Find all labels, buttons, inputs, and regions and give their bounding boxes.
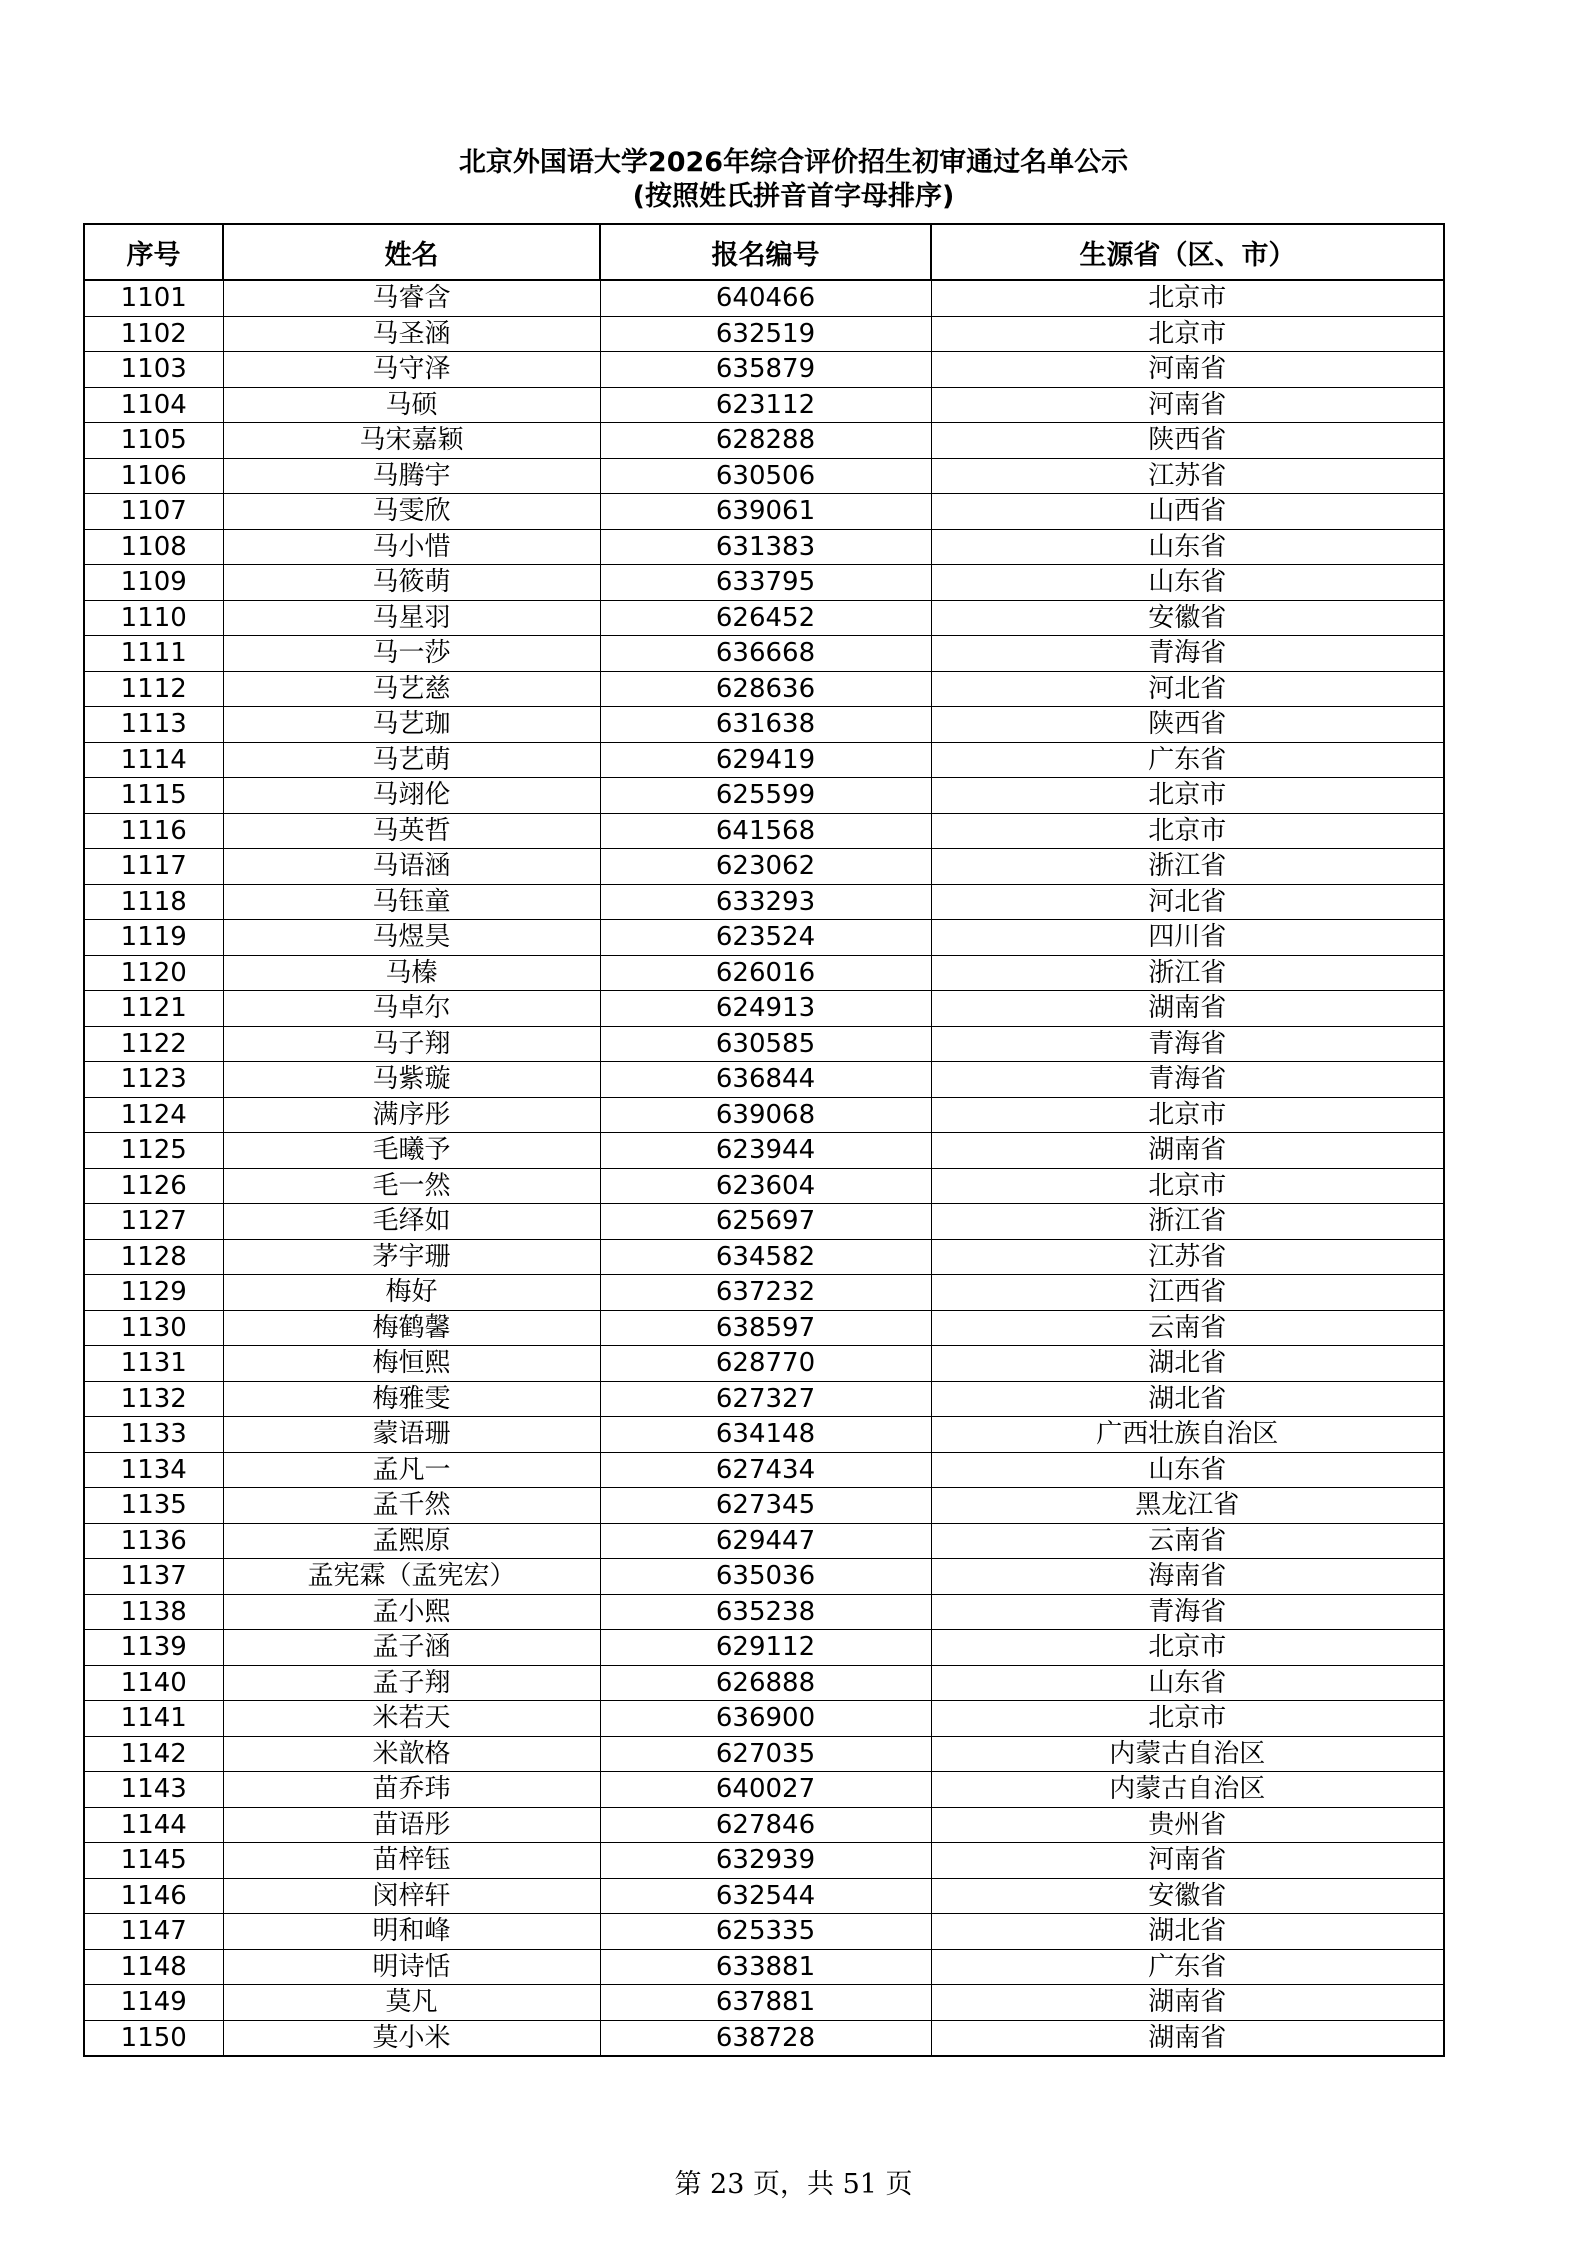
cell-reg-no: 627846 [600,1807,931,1843]
cell-province: 北京市 [931,280,1444,316]
cell-reg-no: 635879 [600,352,931,388]
cell-name: 孟凡一 [223,1452,600,1488]
cell-name: 马子翔 [223,1026,600,1062]
cell-reg-no: 627345 [600,1488,931,1524]
cell-name: 毛一然 [223,1168,600,1204]
cell-seq: 1130 [84,1310,223,1346]
cell-reg-no: 626016 [600,955,931,991]
cell-reg-no: 625599 [600,778,931,814]
cell-reg-no: 626888 [600,1665,931,1701]
cell-province: 陕西省 [931,707,1444,743]
cell-name: 马小惜 [223,529,600,565]
cell-seq: 1119 [84,920,223,956]
table-row [84,1488,1444,1524]
table-row [84,1417,1444,1453]
cell-reg-no: 628636 [600,671,931,707]
table-row [84,636,1444,672]
table-row [84,1026,1444,1062]
table-row [84,494,1444,530]
page-footer: 第 23 页，共 51 页 [674,2169,913,2200]
table-row [84,707,1444,743]
table-row [84,920,1444,956]
header-province: 生源省（区、市） [931,224,1444,280]
cell-seq: 1114 [84,742,223,778]
cell-province: 云南省 [931,1310,1444,1346]
table-row [84,884,1444,920]
cell-seq: 1116 [84,813,223,849]
cell-reg-no: 640466 [600,280,931,316]
cell-seq: 1137 [84,1559,223,1595]
cell-province: 广东省 [931,1949,1444,1985]
table-body [84,280,1444,2056]
cell-seq: 1117 [84,849,223,885]
cell-reg-no: 627327 [600,1381,931,1417]
cell-province: 湖北省 [931,1914,1444,1950]
table-row [84,1452,1444,1488]
table-row [84,1843,1444,1879]
cell-province: 陕西省 [931,423,1444,459]
cell-name: 梅好 [223,1275,600,1311]
cell-reg-no: 628770 [600,1346,931,1382]
cell-province: 北京市 [931,1168,1444,1204]
cell-province: 贵州省 [931,1807,1444,1843]
cell-name: 马宋嘉颖 [223,423,600,459]
cell-reg-no: 624913 [600,991,931,1027]
cell-name: 孟千然 [223,1488,600,1524]
cell-reg-no: 636900 [600,1701,931,1737]
cell-seq: 1133 [84,1417,223,1453]
cell-seq: 1142 [84,1736,223,1772]
cell-name: 马星羽 [223,600,600,636]
cell-seq: 1149 [84,1985,223,2021]
table-row [84,2020,1444,2056]
cell-province: 北京市 [931,778,1444,814]
cell-seq: 1141 [84,1701,223,1737]
cell-seq: 1108 [84,529,223,565]
table-row [84,316,1444,352]
cell-name: 孟小熙 [223,1594,600,1630]
cell-reg-no: 629419 [600,742,931,778]
cell-reg-no: 629112 [600,1630,931,1666]
header-seq: 序号 [84,224,223,280]
cell-name: 马圣涵 [223,316,600,352]
table-row [84,1985,1444,2021]
cell-name: 孟熙原 [223,1523,600,1559]
cell-reg-no: 634582 [600,1239,931,1275]
cell-seq: 1118 [84,884,223,920]
cell-seq: 1125 [84,1133,223,1169]
cell-reg-no: 625697 [600,1204,931,1240]
table-row [84,1062,1444,1098]
table-row [84,1878,1444,1914]
cell-seq: 1106 [84,458,223,494]
cell-reg-no: 634148 [600,1417,931,1453]
cell-seq: 1148 [84,1949,223,1985]
cell-reg-no: 640027 [600,1772,931,1808]
cell-seq: 1120 [84,955,223,991]
cell-seq: 1136 [84,1523,223,1559]
table-row [84,1381,1444,1417]
cell-name: 马煜昊 [223,920,600,956]
cell-seq: 1105 [84,423,223,459]
cell-seq: 1122 [84,1026,223,1062]
table-row [84,1594,1444,1630]
cell-seq: 1128 [84,1239,223,1275]
cell-reg-no: 626452 [600,600,931,636]
cell-seq: 1129 [84,1275,223,1311]
cell-reg-no: 632544 [600,1878,931,1914]
cell-seq: 1145 [84,1843,223,1879]
cell-name: 孟宪霖（孟宪宏） [223,1559,600,1595]
cell-name: 马腾宇 [223,458,600,494]
cell-reg-no: 623604 [600,1168,931,1204]
cell-reg-no: 633881 [600,1949,931,1985]
cell-province: 北京市 [931,1701,1444,1737]
cell-seq: 1103 [84,352,223,388]
cell-seq: 1112 [84,671,223,707]
cell-seq: 1104 [84,387,223,423]
table-row [84,742,1444,778]
cell-province: 山东省 [931,1452,1444,1488]
table-row [84,955,1444,991]
cell-seq: 1139 [84,1630,223,1666]
cell-seq: 1132 [84,1381,223,1417]
table-row [84,849,1444,885]
cell-name: 马艺珈 [223,707,600,743]
table-header-row [84,224,1444,280]
table-row [84,1133,1444,1169]
cell-province: 湖北省 [931,1381,1444,1417]
cell-reg-no: 638728 [600,2020,931,2056]
cell-seq: 1150 [84,2020,223,2056]
cell-province: 内蒙古自治区 [931,1736,1444,1772]
cell-province: 北京市 [931,316,1444,352]
cell-name: 马睿含 [223,280,600,316]
table-row [84,1239,1444,1275]
cell-name: 米若天 [223,1701,600,1737]
table-row [84,813,1444,849]
cell-province: 浙江省 [931,849,1444,885]
cell-reg-no: 636844 [600,1062,931,1098]
cell-province: 广西壮族自治区 [931,1417,1444,1453]
cell-name: 明和峰 [223,1914,600,1950]
cell-reg-no: 633795 [600,565,931,601]
table-row [84,458,1444,494]
document-title [0,146,1587,214]
cell-province: 山东省 [931,529,1444,565]
cell-reg-no: 630585 [600,1026,931,1062]
cell-seq: 1101 [84,280,223,316]
cell-reg-no: 641568 [600,813,931,849]
cell-seq: 1123 [84,1062,223,1098]
cell-name: 米歆格 [223,1736,600,1772]
table-row [84,1275,1444,1311]
cell-seq: 1140 [84,1665,223,1701]
cell-name: 马艺慈 [223,671,600,707]
cell-reg-no: 623062 [600,849,931,885]
cell-reg-no: 623112 [600,387,931,423]
cell-province: 河北省 [931,884,1444,920]
cell-seq: 1126 [84,1168,223,1204]
table-row [84,565,1444,601]
cell-name: 茅宇珊 [223,1239,600,1275]
cell-reg-no: 636668 [600,636,931,672]
cell-seq: 1144 [84,1807,223,1843]
cell-reg-no: 631638 [600,707,931,743]
cell-name: 马榛 [223,955,600,991]
cell-province: 广东省 [931,742,1444,778]
cell-name: 马卓尔 [223,991,600,1027]
cell-reg-no: 623524 [600,920,931,956]
cell-province: 河南省 [931,1843,1444,1879]
table-row [84,1523,1444,1559]
cell-reg-no: 637881 [600,1985,931,2021]
table-row [84,778,1444,814]
table-row [84,1310,1444,1346]
cell-province: 湖南省 [931,1985,1444,2021]
cell-reg-no: 639068 [600,1097,931,1133]
cell-seq: 1102 [84,316,223,352]
cell-province: 青海省 [931,1062,1444,1098]
table-row [84,1346,1444,1382]
cell-province: 浙江省 [931,955,1444,991]
cell-name: 马一莎 [223,636,600,672]
table-row [84,280,1444,316]
cell-seq: 1131 [84,1346,223,1382]
cell-province: 青海省 [931,1026,1444,1062]
cell-name: 梅恒熙 [223,1346,600,1382]
table-row [84,1665,1444,1701]
table-row [84,1630,1444,1666]
cell-province: 山西省 [931,494,1444,530]
cell-province: 山东省 [931,1665,1444,1701]
cell-seq: 1109 [84,565,223,601]
cell-name: 毛绎如 [223,1204,600,1240]
cell-province: 浙江省 [931,1204,1444,1240]
cell-name: 苗梓钰 [223,1843,600,1879]
table-row [84,1949,1444,1985]
cell-reg-no: 639061 [600,494,931,530]
header-name: 姓名 [223,224,600,280]
cell-province: 北京市 [931,1097,1444,1133]
cell-name: 孟子翔 [223,1665,600,1701]
cell-seq: 1121 [84,991,223,1027]
cell-name: 马钰童 [223,884,600,920]
cell-province: 江西省 [931,1275,1444,1311]
admission-roster-table [83,223,1445,2057]
cell-reg-no: 635036 [600,1559,931,1595]
cell-name: 马硕 [223,387,600,423]
cell-name: 梅鹤馨 [223,1310,600,1346]
cell-province: 湖南省 [931,1133,1444,1169]
cell-province: 河南省 [931,387,1444,423]
cell-reg-no: 625335 [600,1914,931,1950]
title-line-2: (按照姓氏拼音首字母排序) [632,181,955,212]
cell-province: 安徽省 [931,600,1444,636]
table-row [84,423,1444,459]
cell-name: 马守泽 [223,352,600,388]
cell-province: 安徽省 [931,1878,1444,1914]
table-row [84,1559,1444,1595]
cell-name: 马紫璇 [223,1062,600,1098]
header-reg-no: 报名编号 [600,224,931,280]
table-row [84,529,1444,565]
cell-province: 北京市 [931,1630,1444,1666]
cell-seq: 1113 [84,707,223,743]
cell-name: 明诗恬 [223,1949,600,1985]
cell-province: 河南省 [931,352,1444,388]
cell-province: 北京市 [931,813,1444,849]
cell-name: 梅雅雯 [223,1381,600,1417]
title-line-1: 北京外国语大学2026年综合评价招生初审通过名单公示 [458,147,1129,178]
cell-seq: 1134 [84,1452,223,1488]
cell-province: 湖北省 [931,1346,1444,1382]
table-row [84,1736,1444,1772]
cell-province: 江苏省 [931,458,1444,494]
cell-province: 内蒙古自治区 [931,1772,1444,1808]
cell-seq: 1124 [84,1097,223,1133]
table-row [84,387,1444,423]
table-row [84,1168,1444,1204]
cell-seq: 1127 [84,1204,223,1240]
cell-province: 云南省 [931,1523,1444,1559]
table-row [84,671,1444,707]
cell-reg-no: 630506 [600,458,931,494]
cell-province: 青海省 [931,636,1444,672]
cell-name: 马翊伦 [223,778,600,814]
cell-name: 孟子涵 [223,1630,600,1666]
cell-seq: 1110 [84,600,223,636]
table-row [84,991,1444,1027]
cell-seq: 1115 [84,778,223,814]
cell-name: 闵梓轩 [223,1878,600,1914]
cell-seq: 1147 [84,1914,223,1950]
table-row [84,352,1444,388]
cell-seq: 1107 [84,494,223,530]
cell-reg-no: 623944 [600,1133,931,1169]
cell-reg-no: 627035 [600,1736,931,1772]
cell-name: 马艺萌 [223,742,600,778]
table-row [84,1772,1444,1808]
table-row [84,1807,1444,1843]
cell-province: 黑龙江省 [931,1488,1444,1524]
table-row [84,600,1444,636]
cell-name: 满序彤 [223,1097,600,1133]
cell-province: 江苏省 [931,1239,1444,1275]
cell-name: 毛曦予 [223,1133,600,1169]
table-row [84,1097,1444,1133]
cell-reg-no: 632519 [600,316,931,352]
cell-reg-no: 632939 [600,1843,931,1879]
cell-seq: 1111 [84,636,223,672]
cell-reg-no: 628288 [600,423,931,459]
cell-seq: 1138 [84,1594,223,1630]
cell-name: 苗乔玮 [223,1772,600,1808]
cell-province: 青海省 [931,1594,1444,1630]
cell-name: 马语涵 [223,849,600,885]
cell-name: 莫小米 [223,2020,600,2056]
cell-reg-no: 638597 [600,1310,931,1346]
cell-province: 山东省 [931,565,1444,601]
cell-name: 马雯欣 [223,494,600,530]
table-row [84,1204,1444,1240]
cell-name: 马筱萌 [223,565,600,601]
cell-reg-no: 631383 [600,529,931,565]
cell-province: 河北省 [931,671,1444,707]
cell-name: 蒙语珊 [223,1417,600,1453]
cell-reg-no: 627434 [600,1452,931,1488]
cell-reg-no: 629447 [600,1523,931,1559]
table-row [84,1914,1444,1950]
cell-name: 马英哲 [223,813,600,849]
cell-province: 湖南省 [931,2020,1444,2056]
cell-name: 苗语彤 [223,1807,600,1843]
cell-seq: 1146 [84,1878,223,1914]
cell-reg-no: 635238 [600,1594,931,1630]
cell-name: 莫凡 [223,1985,600,2021]
cell-seq: 1135 [84,1488,223,1524]
cell-province: 湖南省 [931,991,1444,1027]
table-row [84,1701,1444,1737]
cell-reg-no: 633293 [600,884,931,920]
cell-province: 四川省 [931,920,1444,956]
cell-province: 海南省 [931,1559,1444,1595]
cell-seq: 1143 [84,1772,223,1808]
cell-reg-no: 637232 [600,1275,931,1311]
